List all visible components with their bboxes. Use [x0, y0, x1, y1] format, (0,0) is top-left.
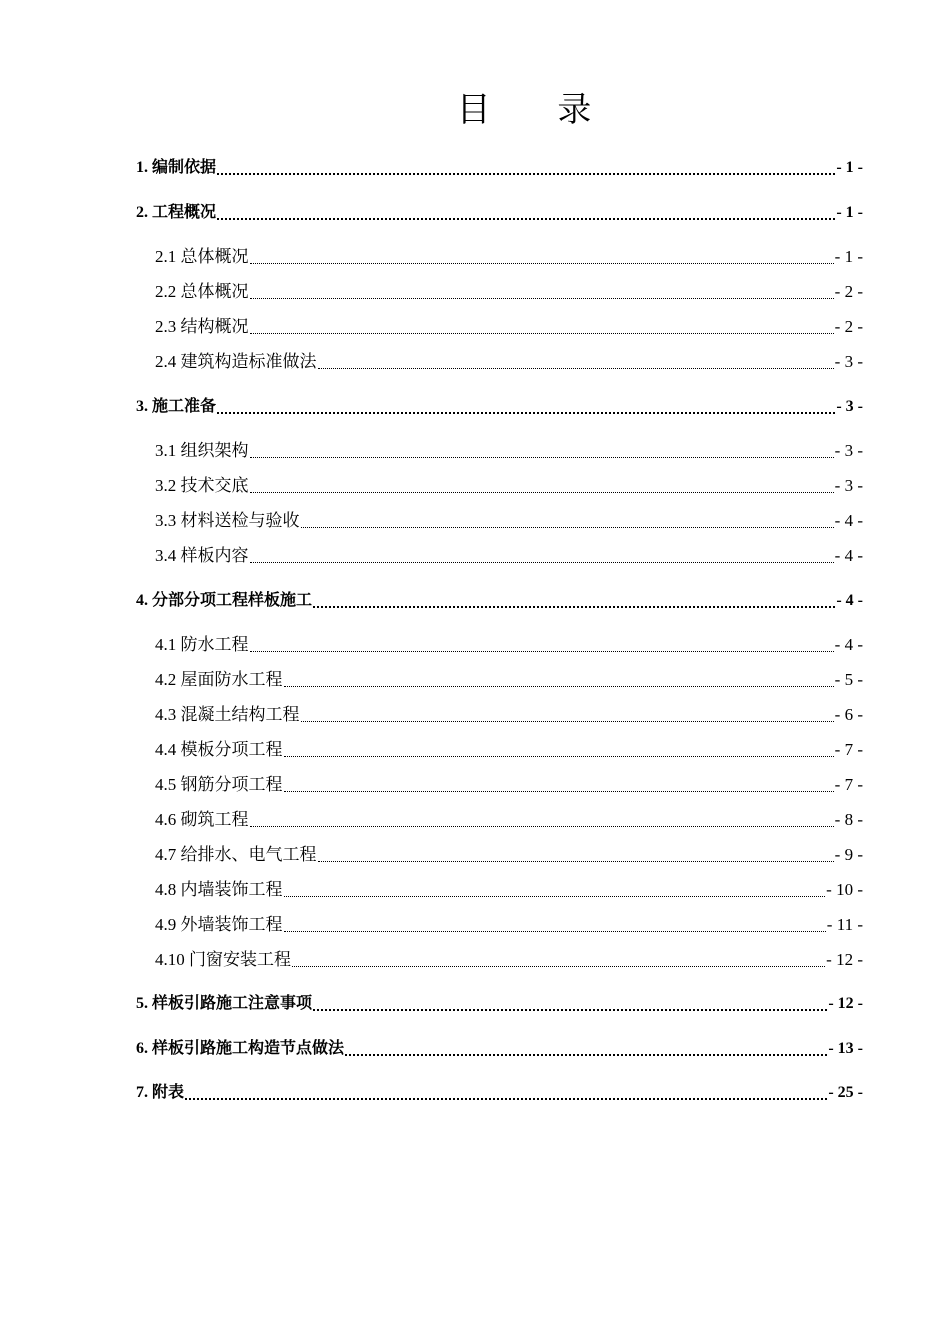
toc-dot-leader [217, 396, 835, 414]
toc-entry[interactable] [155, 949, 863, 971]
toc-dot-leader [345, 1038, 827, 1056]
toc-entry[interactable] [155, 246, 863, 268]
toc-entry[interactable] [155, 739, 863, 761]
toc-entry-label: 4. 分部分项工程样板施工 [136, 592, 313, 609]
toc-entry-label: 4.3 混凝土结构工程 [155, 705, 300, 724]
toc-dot-leader [250, 317, 834, 334]
toc-entry[interactable] [155, 774, 863, 796]
toc-page-number: - 25 - [828, 1084, 863, 1101]
toc-page-number: - 3 - [834, 476, 863, 495]
toc-entry[interactable] [155, 475, 863, 497]
toc-page-number: - 9 - [834, 845, 863, 864]
toc-page-number: - 2 - [834, 317, 863, 336]
toc-entry-label: 2.1 总体概况 [155, 247, 249, 266]
toc-entry-label: 4.8 内墙装饰工程 [155, 880, 283, 899]
toc-entry-label: 3. 施工准备 [136, 398, 217, 415]
toc-entry-label: 4.9 外墙装饰工程 [155, 915, 283, 934]
toc-entry[interactable] [136, 590, 863, 612]
toc-page-number: - 4 - [836, 592, 863, 609]
toc-page-number: - 3 - [836, 398, 863, 415]
toc-page-number: - 3 - [834, 352, 863, 371]
toc-dot-leader [250, 546, 834, 563]
toc-dot-leader [250, 476, 834, 493]
toc-entry[interactable] [155, 316, 863, 338]
toc-page-number: - 4 - [834, 511, 863, 530]
toc-dot-leader [301, 511, 834, 528]
toc-dot-leader [217, 157, 835, 175]
toc-entry-label: 4.2 屋面防水工程 [155, 670, 283, 689]
toc-entry-label: 4.7 给排水、电气工程 [155, 845, 317, 864]
toc-page-number: - 1 - [834, 247, 863, 266]
toc-page-number: - 1 - [836, 204, 863, 221]
toc-entry[interactable] [155, 914, 863, 936]
toc-entry-label: 5. 样板引路施工注意事项 [136, 995, 313, 1012]
toc-entry-label: 7. 附表 [136, 1084, 185, 1101]
toc-entry-label: 3.2 技术交底 [155, 476, 249, 495]
toc-dot-leader [318, 845, 834, 862]
toc-dot-leader [217, 202, 835, 220]
toc-page-number: - 3 - [834, 441, 863, 460]
toc-entry-label: 4.4 模板分项工程 [155, 740, 283, 759]
toc-entry[interactable] [155, 669, 863, 691]
toc-dot-leader [318, 352, 834, 369]
toc-dot-leader [185, 1082, 827, 1100]
toc-dot-leader [301, 705, 834, 722]
toc-entry[interactable] [155, 545, 863, 567]
toc-entry[interactable] [155, 634, 863, 656]
toc-page-number: - 13 - [828, 1040, 863, 1057]
toc-entry[interactable] [155, 351, 863, 373]
toc-entry-label: 2. 工程概况 [136, 204, 217, 221]
toc-entry[interactable] [155, 809, 863, 831]
toc-dot-leader [313, 993, 827, 1011]
toc-entry[interactable] [136, 202, 863, 224]
toc-page-number: - 12 - [828, 995, 863, 1012]
toc-entry-label: 1. 编制依据 [136, 159, 217, 176]
toc-entry[interactable] [155, 704, 863, 726]
toc-dot-leader [284, 880, 826, 897]
toc-page-number: - 5 - [834, 670, 863, 689]
toc-dot-leader [284, 915, 826, 932]
toc-entry-label: 6. 样板引路施工构造节点做法 [136, 1040, 345, 1057]
toc-entry[interactable] [155, 510, 863, 532]
toc-page-number: - 12 - [826, 950, 863, 969]
toc-dot-leader [250, 635, 834, 652]
toc-page-number: - 1 - [836, 159, 863, 176]
toc-dot-leader [284, 740, 834, 757]
toc-page-number: - 2 - [834, 282, 863, 301]
toc-entry-label: 3.4 样板内容 [155, 546, 249, 565]
toc-entry[interactable] [136, 993, 863, 1015]
toc-entry-label: 2.4 建筑构造标准做法 [155, 352, 317, 371]
toc-entry[interactable] [136, 1038, 863, 1060]
toc-dot-leader [250, 441, 834, 458]
toc-entry[interactable] [136, 157, 863, 179]
toc-dot-leader [250, 282, 834, 299]
toc-page-number: - 7 - [834, 775, 863, 794]
toc-entry-label: 4.6 砌筑工程 [155, 810, 249, 829]
toc-entry[interactable] [136, 1082, 863, 1104]
toc-page-number: - 6 - [834, 705, 863, 724]
toc-dot-leader [284, 775, 834, 792]
toc-dot-leader [250, 810, 834, 827]
toc-entry[interactable] [155, 879, 863, 901]
toc-entry-label: 2.3 结构概况 [155, 317, 249, 336]
toc-entry-label: 3.1 组织架构 [155, 441, 249, 460]
toc-page-number: - 4 - [834, 635, 863, 654]
page-title: 目 录 [456, 90, 620, 130]
toc-entry[interactable] [136, 396, 863, 418]
toc-page-number: - 10 - [826, 880, 863, 899]
toc-page-number: - 11 - [826, 915, 863, 934]
toc-entry[interactable] [155, 440, 863, 462]
toc-dot-leader [284, 670, 834, 687]
toc-dot-leader [250, 247, 834, 264]
toc-entry-label: 2.2 总体概况 [155, 282, 249, 301]
toc-entry[interactable] [155, 844, 863, 866]
toc-entry-label: 3.3 材料送检与验收 [155, 511, 300, 530]
toc-page-number: - 7 - [834, 740, 863, 759]
toc-dot-leader [292, 950, 825, 967]
toc-entry-label: 4.10 门窗安装工程 [155, 950, 291, 969]
toc-entry[interactable] [155, 281, 863, 303]
toc-entry-label: 4.5 钢筋分项工程 [155, 775, 283, 794]
toc-page-number: - 4 - [834, 546, 863, 565]
toc-dot-leader [313, 590, 835, 608]
toc-entry-label: 4.1 防水工程 [155, 635, 249, 654]
toc-page-number: - 8 - [834, 810, 863, 829]
